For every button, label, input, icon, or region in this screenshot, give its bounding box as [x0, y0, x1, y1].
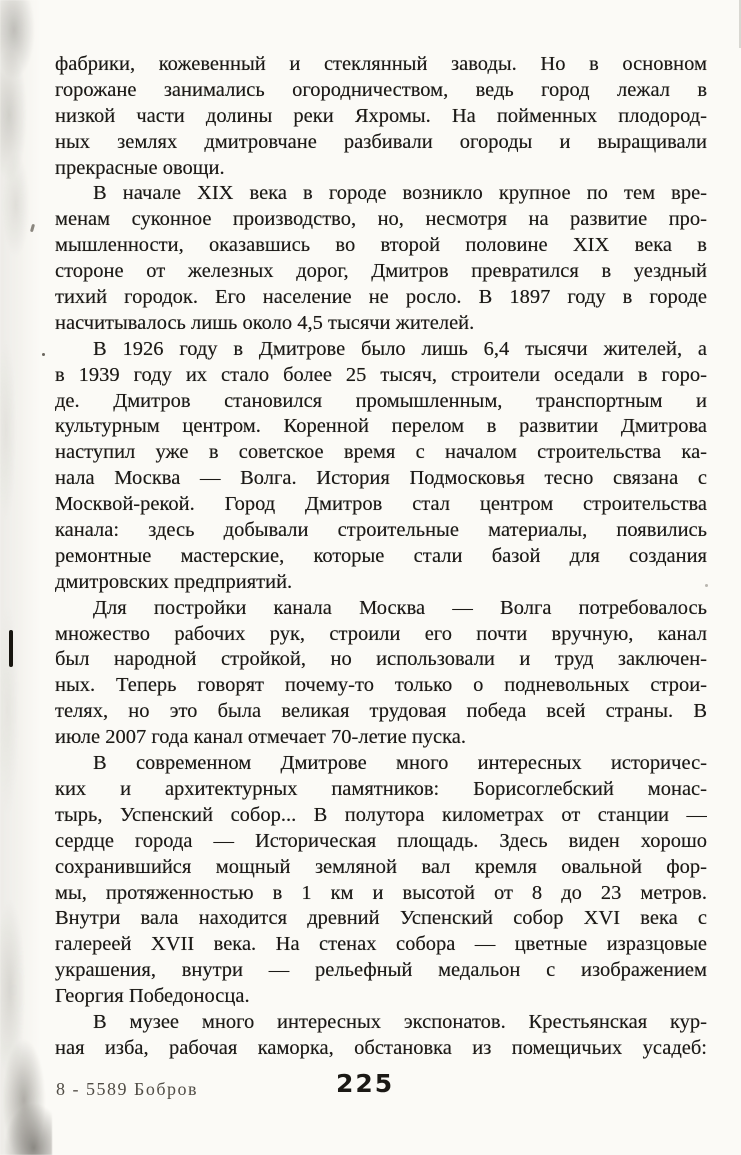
margin-pen-mark [9, 630, 13, 667]
text-line: телях, но это была великая трудовая победа всей страны. В [55, 700, 707, 723]
text-line: стороне от железных дорог, Дмитров превратился в уездный [55, 260, 707, 283]
text-line: В 1926 году в Дмитрове было лишь 6,4 тысячи жителей, а [93, 337, 707, 360]
text-line: был народной стройкой, но использовали и труд заключен- [55, 648, 707, 671]
text-line: нала Москва — Волга. История Подмосковья тесно связана с [55, 467, 707, 490]
text-line: июле 2007 года канал отмечает 70-летие пуска. [55, 726, 467, 749]
text-line: ных землях дмитровчане разбивали огороды и выращивали [55, 130, 707, 153]
text-line: в 1939 году их стало более 25 тысяч, строители оседали в горо- [55, 363, 707, 386]
text-line: дмитровских предприятий. [55, 570, 293, 593]
text-line: множество рабочих рук, строили его почти вручную, канал [55, 622, 707, 645]
text-line: В современном Дмитрове много интересных историчес- [93, 752, 707, 775]
text-line: Москвой-рекой. Город Дмитров стал центром строительства [55, 493, 707, 516]
text-line: культурным центром. Коренной перелом в развитии Дмитрова [55, 415, 707, 438]
text-line: сердце города — Историческая площадь. Здесь виден хорошо [55, 829, 707, 852]
scan-speck [42, 353, 45, 356]
text-line: галереей XVII века. На стенах собора — цветные изразцовые [55, 933, 707, 956]
text-line: В начале XIX века в городе возникло крупное по тем вре- [93, 182, 707, 205]
text-line: насчитывалось лишь около 4,5 тысячи жителей. [55, 311, 475, 334]
text-line: ных. Теперь говорят почему-то только о подневольных строи- [55, 674, 707, 697]
text-line: Для постройки канала Москва — Волга потребовалось [93, 596, 707, 619]
page-number: 225 [336, 1069, 395, 1098]
text-line: низкой части долины реки Яхромы. На пойменных плодород- [55, 104, 707, 127]
text-line: Внутри вала находится древний Успенский собор XVI века с [55, 907, 707, 930]
text-line: горожане занимались огородничеством, ведь город лежал в [55, 78, 707, 101]
text-line: мы, протяженностью в 1 км и высотой от 8 до 23 метров. [55, 881, 707, 904]
text-line: ких и архитектурных памятников: Борисоглебский монас- [55, 777, 707, 800]
text-line: канала: здесь добывали строительные материалы, появились [55, 519, 707, 542]
text-line: ная изба, рабочая каморка, обстановка из помещичьих усадеб: [55, 1036, 707, 1059]
text-line: де. Дмитров становился промышленным, транспортным и [55, 389, 707, 412]
text-line: наступил уже в советское время с началом строительства ка- [55, 441, 707, 464]
text-line: сохранившийся мощный земляной вал кремля овальной фор- [55, 855, 707, 878]
text-line: тырь, Успенский собор... В полутора километрах от станции — [55, 803, 707, 826]
text-line: фабрики, кожевенный и стеклянный заводы. Но в основном [55, 53, 707, 75]
scan-speck [30, 224, 35, 233]
text-line: менам суконное производство, но, несмотря на развитие про- [55, 208, 707, 231]
text-line: тихий городок. Его население не росло. В 1897 году в городе [55, 286, 707, 309]
text-line: мышленности, оказавшись во второй половине XIX века в [55, 234, 707, 257]
text-line: Георгия Победоносца. [55, 985, 250, 1008]
text-line: украшения, внутри — рельефный медальон с изображением [55, 959, 707, 982]
scan-edge-shadow [0, 0, 52, 1155]
text-line: В музее много интересных экспонатов. Крестьянская кур- [93, 1010, 707, 1033]
text-line: ремонтные мастерские, которые стали базой для создания [55, 544, 707, 567]
printers-signature: 8 - 5589 Бобров [56, 1079, 198, 1099]
page-text [55, 52, 707, 1062]
text-line: прекрасные овощи. [55, 156, 225, 179]
